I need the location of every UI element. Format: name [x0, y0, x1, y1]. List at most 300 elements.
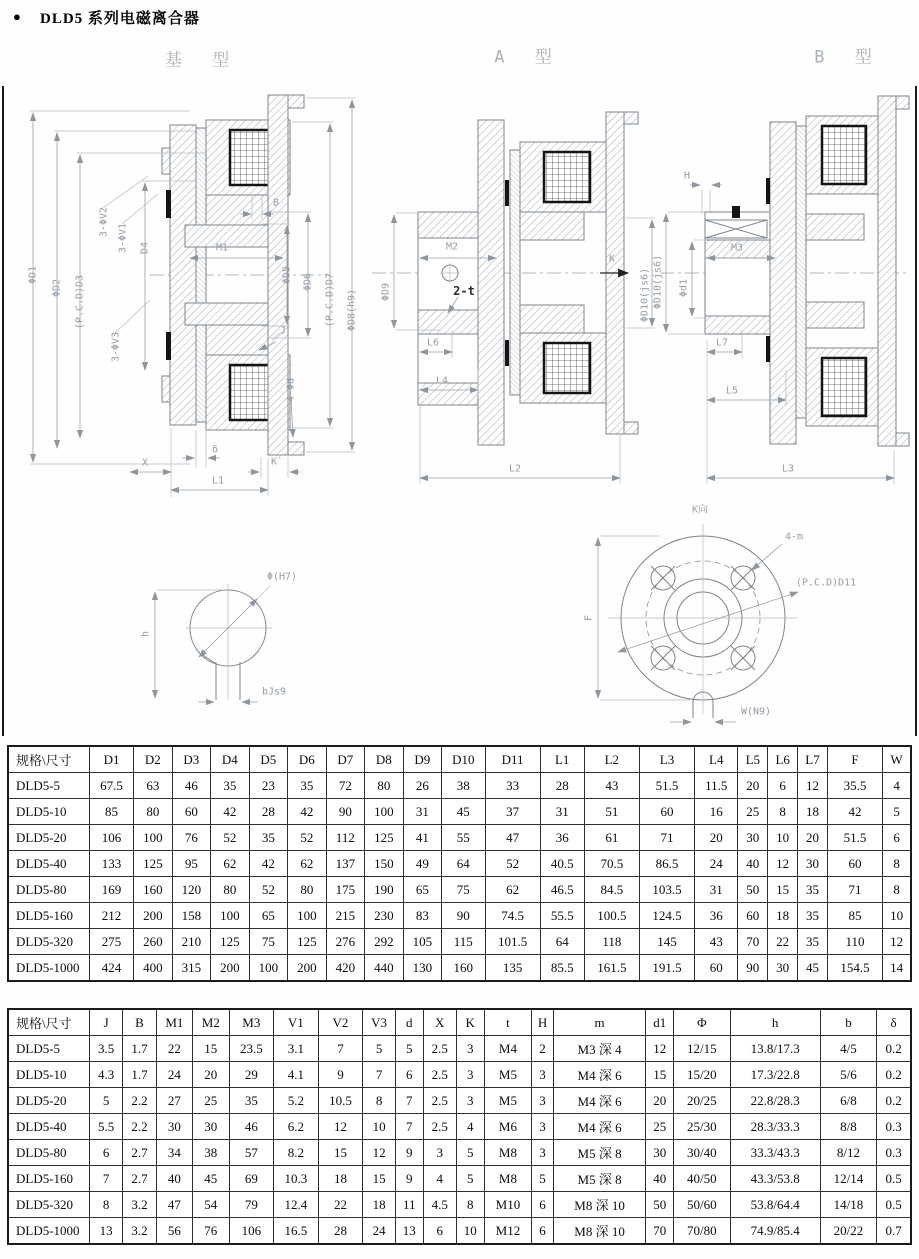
table-cell: 20 [695, 825, 738, 851]
column-header: M1 [156, 1009, 192, 1036]
table-cell: 45 [193, 1166, 229, 1192]
table-cell: 46 [172, 773, 211, 799]
dim-label-delta: δ [211, 444, 219, 456]
table-cell: 6 [395, 1062, 423, 1088]
table-cell: 6 [90, 1140, 123, 1166]
column-header: D2 [134, 746, 173, 773]
dim-label-d1: ΦD1 [27, 265, 39, 285]
dim-label-l5: L5 [725, 385, 739, 397]
table-cell: 115 [442, 929, 485, 955]
table-cell: 5 [883, 799, 911, 825]
table-cell: 50/60 [674, 1192, 730, 1218]
table-cell: 0.7 [877, 1218, 911, 1245]
b-type-drawing [652, 85, 915, 505]
dim-label-h-b: H [683, 170, 691, 182]
table-cell: 1.7 [123, 1062, 156, 1088]
table-cell: 42 [288, 799, 327, 825]
table-cell: 9 [318, 1062, 363, 1088]
dim-label-d5: ΦD5 [281, 265, 293, 285]
section-title-base: 基 型 [164, 50, 240, 71]
dim-label-m2: M2 [445, 241, 459, 253]
table-cell: 440 [365, 955, 404, 982]
table-cell: 12 [363, 1140, 396, 1166]
column-header: L3 [639, 746, 694, 773]
table-cell: 6 [423, 1218, 456, 1245]
table-cell: 4 [456, 1114, 484, 1140]
dim-label-l4: L4 [435, 375, 449, 387]
column-header: L5 [738, 746, 768, 773]
table-cell: 7 [318, 1036, 363, 1062]
table-cell: 20/22 [820, 1218, 876, 1245]
table-cell: 79 [229, 1192, 274, 1218]
page-frame-right [915, 86, 917, 736]
table-cell: 10 [363, 1114, 396, 1140]
column-header: Φ [674, 1009, 730, 1036]
table-cell: 62 [288, 851, 327, 877]
column-header: L4 [695, 746, 738, 773]
table-cell: 0.5 [877, 1166, 911, 1192]
column-header: K [456, 1009, 484, 1036]
table-cell: 11.5 [695, 773, 738, 799]
table-cell: 6.2 [274, 1114, 319, 1140]
table-cell: 28 [249, 799, 288, 825]
table-cell: 90 [442, 903, 485, 929]
table-cell: 100.5 [584, 903, 639, 929]
table-cell: 22 [768, 929, 798, 955]
column-header: H [532, 1009, 553, 1036]
row-label: DLD5-1000 [8, 955, 90, 982]
table-cell: 4.5 [423, 1192, 456, 1218]
table-cell: 20 [646, 1088, 674, 1114]
table-cell: 7 [395, 1114, 423, 1140]
table-cell: 40 [156, 1166, 192, 1192]
table-cell: 45 [442, 799, 485, 825]
column-header: δ [877, 1009, 911, 1036]
table-cell: 74.5 [485, 903, 540, 929]
table-cell: 49 [403, 851, 442, 877]
table-cell: 25/30 [674, 1114, 730, 1140]
table-cell: 4.3 [90, 1062, 123, 1088]
table-cell: 9 [395, 1140, 423, 1166]
dim-label-k-base: K` [270, 456, 284, 468]
table-cell: 3.2 [123, 1192, 156, 1218]
table-cell: M8 [484, 1166, 532, 1192]
table-cell: 15 [363, 1166, 396, 1192]
table-cell: M4 深 6 [553, 1062, 646, 1088]
table-cell: 125 [365, 825, 404, 851]
table-cell: 52 [249, 877, 288, 903]
table-cell: 85.5 [540, 955, 584, 982]
table-cell: 70 [738, 929, 768, 955]
column-header: B [123, 1009, 156, 1036]
table-cell: 47 [156, 1192, 192, 1218]
table-cell: 2.5 [423, 1088, 456, 1114]
table-cell: M4 深 6 [553, 1088, 646, 1114]
table-cell: 30/40 [674, 1140, 730, 1166]
table-cell: 18 [768, 903, 798, 929]
table-cell: 75 [249, 929, 288, 955]
table-cell: 12/14 [820, 1166, 876, 1192]
column-header: L2 [584, 746, 639, 773]
table-cell: M5 [484, 1088, 532, 1114]
table-cell: 5/6 [820, 1062, 876, 1088]
table-cell: 33.3/43.3 [730, 1140, 820, 1166]
table-cell: 106 [229, 1218, 274, 1245]
table-cell: 118 [584, 929, 639, 955]
dim-label-v1: 3-ΦV1 [117, 222, 129, 254]
table-row [8, 1140, 911, 1166]
table-cell: 50 [738, 877, 768, 903]
table-cell: 72 [326, 773, 365, 799]
column-header: J [90, 1009, 123, 1036]
table-cell: M4 深 6 [553, 1114, 646, 1140]
table-cell: 71 [827, 877, 882, 903]
table-cell: 103.5 [639, 877, 694, 903]
table-cell: 215 [326, 903, 365, 929]
header-row [8, 746, 911, 773]
table-cell: 18 [798, 799, 828, 825]
table-cell: 57 [229, 1140, 274, 1166]
dim-label-j: J [279, 325, 287, 337]
table-cell: 90 [738, 955, 768, 982]
table-cell: 45 [798, 955, 828, 982]
table-cell: 0.3 [877, 1140, 911, 1166]
dim-label-d6: ΦD6 [302, 272, 314, 292]
table-cell: 2 [532, 1036, 553, 1062]
table-cell: 3 [532, 1062, 553, 1088]
table-cell: 424 [90, 955, 134, 982]
row-label: DLD5-1000 [8, 1218, 90, 1245]
table-cell: 8/12 [820, 1140, 876, 1166]
table-cell: 35 [229, 1088, 274, 1114]
table-cell: 100 [288, 903, 327, 929]
table-cell: 133 [90, 851, 134, 877]
table-cell: 2.7 [123, 1166, 156, 1192]
table-cell: 3 [456, 1088, 484, 1114]
table-cell: 292 [365, 929, 404, 955]
table-cell: 65 [249, 903, 288, 929]
column-header: t [484, 1009, 532, 1036]
table-cell: 0.2 [877, 1062, 911, 1088]
table-cell: 13.8/17.3 [730, 1036, 820, 1062]
table-cell: 230 [365, 903, 404, 929]
table-cell: 100 [249, 955, 288, 982]
row-label: DLD5-320 [8, 1192, 90, 1218]
table-cell: 46.5 [540, 877, 584, 903]
page-frame-left [2, 86, 4, 736]
table-cell: 14 [883, 955, 911, 982]
table-cell: 101.5 [485, 929, 540, 955]
column-header: d1 [646, 1009, 674, 1036]
table-cell: 24 [363, 1218, 396, 1245]
dim-label-phi-h7: Φ(H7) [266, 571, 298, 583]
table-cell: 9 [395, 1166, 423, 1192]
table-cell: M4 [484, 1036, 532, 1062]
table-cell: 85 [90, 799, 134, 825]
table-cell: 18 [363, 1192, 396, 1218]
table-cell: 3 [456, 1036, 484, 1062]
table-cell: 20 [193, 1062, 229, 1088]
table-cell: M5 [484, 1062, 532, 1088]
table-cell: 31 [403, 799, 442, 825]
table-cell: 5 [395, 1036, 423, 1062]
table-cell: 2.5 [423, 1062, 456, 1088]
table-cell: 60 [695, 955, 738, 982]
table-cell: 64 [442, 851, 485, 877]
table-cell: 137 [326, 851, 365, 877]
table-cell: 4 [883, 773, 911, 799]
table-cell: 50 [646, 1192, 674, 1218]
table-cell: 15 [768, 877, 798, 903]
table-cell: 17.3/22.8 [730, 1062, 820, 1088]
table-cell: 8/8 [820, 1114, 876, 1140]
table-cell: 35 [798, 903, 828, 929]
table-cell: 8 [90, 1192, 123, 1218]
table-cell: 3.2 [123, 1218, 156, 1245]
table-cell: 95 [172, 851, 211, 877]
table-cell: 2.5 [423, 1114, 456, 1140]
table-cell: 30 [156, 1114, 192, 1140]
table-row [8, 929, 911, 955]
table-cell: 5 [90, 1088, 123, 1114]
column-header: M2 [193, 1009, 229, 1036]
dim-label-v3: 3-ΦV3 [110, 331, 122, 363]
table-cell: M8 深 10 [553, 1218, 646, 1245]
table-cell: 60 [738, 903, 768, 929]
table-cell: 5 [363, 1036, 396, 1062]
table-cell: 20/25 [674, 1088, 730, 1114]
table-cell: 12 [883, 929, 911, 955]
table-cell: 70 [646, 1218, 674, 1245]
dim-label-l6: L6 [426, 337, 440, 349]
table-cell: 64 [540, 929, 584, 955]
table-cell: 30 [768, 955, 798, 982]
table-cell: 7 [363, 1062, 396, 1088]
table-cell: 69 [229, 1166, 274, 1192]
row-label: DLD5-5 [8, 773, 90, 799]
table-cell: 315 [172, 955, 211, 982]
dim-label-b: B [272, 197, 280, 209]
dim-label-v2: 3-ΦV2 [98, 206, 110, 238]
table-cell: 105 [403, 929, 442, 955]
table-cell: 0.5 [877, 1192, 911, 1218]
table-cell: 46 [229, 1114, 274, 1140]
table-cell: 90 [326, 799, 365, 825]
column-header: D10 [442, 746, 485, 773]
table-row [8, 1192, 911, 1218]
table-cell: 42 [211, 799, 250, 825]
table-cell: 3.1 [274, 1036, 319, 1062]
table-cell: 24 [695, 851, 738, 877]
table-cell: 23.5 [229, 1036, 274, 1062]
table-cell: 4.1 [274, 1062, 319, 1088]
table-cell: 10.3 [274, 1166, 319, 1192]
table-cell: 2.2 [123, 1088, 156, 1114]
table-cell: 31 [540, 799, 584, 825]
table-cell: 100 [134, 825, 173, 851]
table-cell: 26 [403, 773, 442, 799]
column-header: X [423, 1009, 456, 1036]
table-cell: 420 [326, 955, 365, 982]
table-cell: 2.2 [123, 1114, 156, 1140]
table-cell: 56 [156, 1218, 192, 1245]
table-cell: 8 [883, 877, 911, 903]
table-cell: 5 [532, 1166, 553, 1192]
dim-label-f: F [583, 614, 595, 622]
table-cell: 67.5 [90, 773, 134, 799]
table-cell: 80 [211, 877, 250, 903]
table-row [8, 1088, 911, 1114]
dim-label-d3: (P.C.D)D3 [74, 274, 86, 330]
table-cell: 71 [639, 825, 694, 851]
table-cell: 12 [646, 1036, 674, 1062]
column-header: W [883, 746, 911, 773]
table-cell: 12 [798, 773, 828, 799]
table-cell: 154.5 [827, 955, 882, 982]
table-cell: 62 [211, 851, 250, 877]
row-label: DLD5-320 [8, 929, 90, 955]
column-header: L7 [798, 746, 828, 773]
table-row [8, 1218, 911, 1245]
dim-label-d4: D4 [139, 241, 151, 255]
table-cell: 145 [639, 929, 694, 955]
column-header: 规格\尺寸 [8, 1009, 90, 1036]
table-cell: 35 [798, 929, 828, 955]
table-cell: 12 [318, 1114, 363, 1140]
column-header: D11 [485, 746, 540, 773]
table-cell: 63 [134, 773, 173, 799]
table-cell: 25 [738, 799, 768, 825]
table-cell: 27 [156, 1088, 192, 1114]
table-cell: 70.5 [584, 851, 639, 877]
table-cell: 110 [827, 929, 882, 955]
table-cell: 10.5 [318, 1088, 363, 1114]
dim-label-phid1: Φd1 [678, 278, 690, 298]
table-cell: 0.2 [877, 1036, 911, 1062]
table-cell: 15 [318, 1140, 363, 1166]
table-cell: 38 [193, 1140, 229, 1166]
flange-k-view-drawing [570, 495, 915, 737]
table-cell: 8 [456, 1192, 484, 1218]
table-cell: 15 [193, 1036, 229, 1062]
table-cell: 42 [249, 851, 288, 877]
dim-label-4m: 4-m [784, 531, 804, 543]
dim-label-d10-b: ΦD10(js6) [652, 254, 664, 310]
dim-label-d10-a: ΦD10(js6) [639, 267, 651, 323]
table-row [8, 773, 911, 799]
table-cell: 84.5 [584, 877, 639, 903]
table-cell: 0.2 [877, 1088, 911, 1114]
table-cell: 200 [288, 955, 327, 982]
dim-label-l3: L3 [781, 463, 795, 475]
table-cell: M6 [484, 1114, 532, 1140]
table-cell: 6 [768, 773, 798, 799]
table-cell: 76 [193, 1218, 229, 1245]
table-cell: 36 [695, 903, 738, 929]
table-cell: 125 [211, 929, 250, 955]
dim-label-wn9: W(N9) [740, 706, 772, 718]
table-cell: 190 [365, 877, 404, 903]
table-cell: 38 [442, 773, 485, 799]
table-cell: 3 [532, 1088, 553, 1114]
dimension-table-diameters-lengths [7, 745, 912, 982]
table-cell: 5 [456, 1166, 484, 1192]
table-cell: 6/8 [820, 1088, 876, 1114]
table-cell: 120 [172, 877, 211, 903]
table-cell: 60 [827, 851, 882, 877]
table-cell: 3 [456, 1062, 484, 1088]
table-cell: 14/18 [820, 1192, 876, 1218]
table-cell: 18 [318, 1166, 363, 1192]
table-cell: M12 [484, 1218, 532, 1245]
table-cell: 400 [134, 955, 173, 982]
column-header: D3 [172, 746, 211, 773]
table-cell: 12.4 [274, 1192, 319, 1218]
table-cell: 175 [326, 877, 365, 903]
table-cell: 8 [768, 799, 798, 825]
column-header: D5 [249, 746, 288, 773]
row-label: DLD5-40 [8, 1114, 90, 1140]
row-label: DLD5-10 [8, 1062, 90, 1088]
table-cell: 55 [442, 825, 485, 851]
table-cell: 43 [584, 773, 639, 799]
table-cell: 34 [156, 1140, 192, 1166]
dimension-table-details [7, 1008, 912, 1245]
table-cell: 31 [695, 877, 738, 903]
table-cell: 200 [134, 903, 173, 929]
table-cell: 30 [193, 1114, 229, 1140]
row-label: DLD5-160 [8, 1166, 90, 1192]
dim-label-2t: 2-t [453, 284, 475, 298]
table-cell: 191.5 [639, 955, 694, 982]
table-row [8, 799, 911, 825]
table-cell: 22 [156, 1036, 192, 1062]
column-header: D4 [211, 746, 250, 773]
table-cell: 3 [532, 1114, 553, 1140]
table-cell: 276 [326, 929, 365, 955]
table-cell: 22.8/28.3 [730, 1088, 820, 1114]
table-cell: 35 [288, 773, 327, 799]
table-cell: 86.5 [639, 851, 694, 877]
table-row [8, 851, 911, 877]
table-cell: 30 [646, 1140, 674, 1166]
row-label: DLD5-80 [8, 1140, 90, 1166]
dim-label-x: X [141, 457, 149, 469]
table-cell: 20 [738, 773, 768, 799]
section-title-b-type: B 型 [814, 47, 882, 68]
table-cell: 85 [827, 903, 882, 929]
table-cell: 0.3 [877, 1114, 911, 1140]
dim-label-d8: ΦD8(h9) [346, 288, 358, 332]
table-cell: 160 [134, 877, 173, 903]
row-label: DLD5-5 [8, 1036, 90, 1062]
table-cell: 275 [90, 929, 134, 955]
table-row [8, 877, 911, 903]
table-cell: 40/50 [674, 1166, 730, 1192]
dim-label-d9: ΦD9 [380, 282, 392, 302]
table-cell: 106 [90, 825, 134, 851]
table-cell: 53.8/64.4 [730, 1192, 820, 1218]
a-type-drawing [368, 85, 660, 505]
table-cell: 75 [442, 877, 485, 903]
table-cell: 74.9/85.4 [730, 1218, 820, 1245]
table-cell: 20 [798, 825, 828, 851]
table-cell: 25 [646, 1114, 674, 1140]
table-cell: 169 [90, 877, 134, 903]
row-label: DLD5-20 [8, 825, 90, 851]
column-header: V2 [318, 1009, 363, 1036]
table-cell: 6 [532, 1192, 553, 1218]
